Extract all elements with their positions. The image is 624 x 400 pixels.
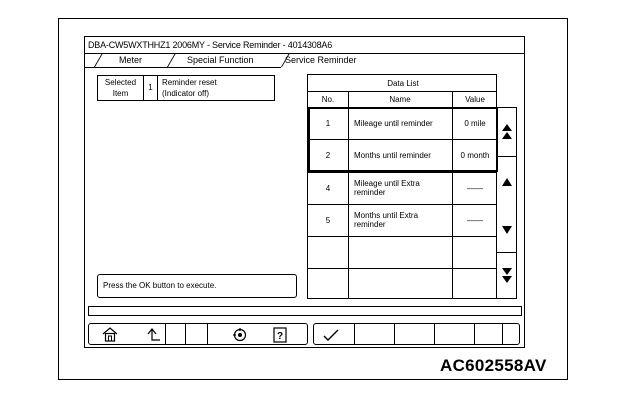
- column-header-value: Value: [465, 94, 485, 104]
- row-value: 0 mile: [464, 118, 486, 128]
- row-name[interactable]: Mileage until reminder: [354, 118, 433, 128]
- row-no[interactable]: 2: [325, 151, 331, 160]
- column-header-no: No.: [321, 94, 335, 104]
- window-title: DBA-CW5WXTHHZ1 2006MY - Service Reminder - 4014308A6: [88, 40, 333, 50]
- toolbar: [85, 320, 524, 348]
- svg-text:?: ?: [276, 330, 284, 342]
- tab-service-reminder[interactable]: Service Reminder: [285, 55, 357, 65]
- row-name[interactable]: Months until Extra reminder: [354, 211, 419, 229]
- scroll-up-icon[interactable]: [497, 160, 517, 204]
- row-no[interactable]: [308, 236, 348, 268]
- tab-divider: [94, 54, 103, 67]
- ok-check-icon[interactable]: [320, 326, 342, 343]
- scroll-down-icon[interactable]: [497, 208, 517, 252]
- row-no[interactable]: 1: [325, 118, 331, 128]
- tab-bar: [85, 54, 524, 67]
- diagnostic-screen: [84, 36, 525, 348]
- selected-item-number: 1: [144, 76, 158, 100]
- data-list-table: [307, 74, 497, 299]
- settings-icon[interactable]: [229, 326, 251, 343]
- scrollbar: [497, 107, 517, 299]
- selected-item-box: [97, 75, 275, 101]
- row-name[interactable]: Mileage until Extra reminder: [354, 179, 420, 197]
- column-header-name: Name: [389, 94, 411, 104]
- tab-underline: [85, 67, 281, 68]
- scroll-top-icon[interactable]: [497, 112, 517, 152]
- selected-item-description: Reminder reset (Indicator off): [162, 78, 217, 98]
- row-no[interactable]: [308, 268, 348, 298]
- help-icon[interactable]: [269, 326, 291, 343]
- row-no[interactable]: 5: [325, 215, 331, 225]
- highlighted-rows-frame: [308, 107, 498, 172]
- status-bar: [88, 306, 522, 316]
- row-value: 0 month: [460, 151, 490, 160]
- row-value: ——: [467, 215, 483, 225]
- row-no[interactable]: 4: [325, 183, 331, 193]
- toolbar-left-group: [88, 323, 308, 345]
- tab-divider: [167, 54, 176, 67]
- data-list-title: Data List: [387, 78, 419, 88]
- row-value: ——: [467, 183, 483, 193]
- selected-item-label: Selected Item: [98, 76, 144, 100]
- figure-code: AC602558AV: [440, 356, 547, 375]
- row-name[interactable]: Months until reminder: [354, 151, 431, 160]
- scroll-bottom-icon[interactable]: [497, 256, 517, 296]
- tab-special-function[interactable]: Special Function: [187, 55, 254, 65]
- prompt-message: Press the OK button to execute.: [97, 274, 297, 298]
- tab-meter[interactable]: Meter: [119, 55, 143, 65]
- toolbar-right-group: [313, 323, 520, 345]
- back-icon[interactable]: [141, 326, 163, 343]
- home-icon[interactable]: [99, 326, 121, 343]
